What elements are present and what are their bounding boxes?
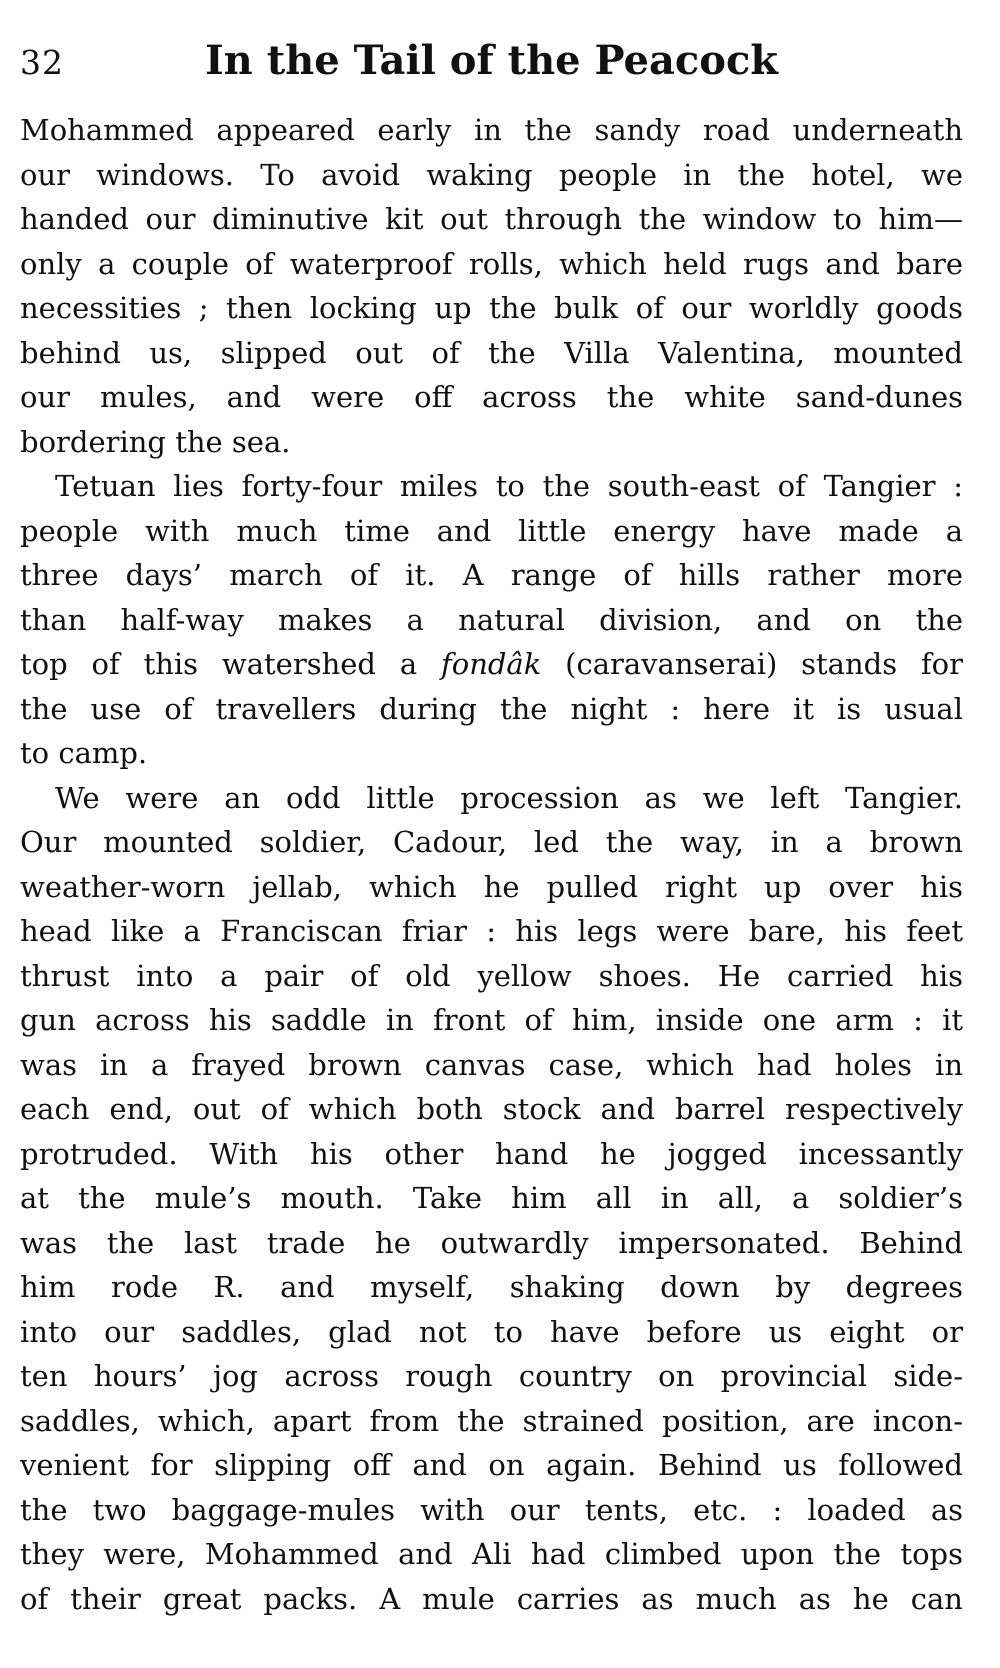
paragraph [20,464,963,776]
text-line: than half-way makes a natural division, and on the [20,602,963,637]
text-line: weather-worn jellab, which he pulled right up over his [20,869,963,904]
text-line: bordering the sea. [20,424,291,459]
text-line: handed our diminutive kit out through the window to him— [20,202,963,236]
running-title: In the Tail of the Peacock [204,37,779,84]
text-line: necessities ; then locking up the bulk of our worldly goods [20,291,963,325]
page-number: 32 [20,43,64,82]
text-line: our mules, and were off across the white sand-dunes [20,380,963,414]
paragraph [20,776,963,1622]
page-header [0,26,1000,84]
text-line: saddles, which, apart from the strained position, are incon- [20,1403,963,1438]
text-line: him rode R. and myself, shaking down by degrees [20,1270,963,1304]
text-line: Our mounted soldier, Cadour, led the way, in a brown [20,825,963,859]
text-line: Mohammed appeared early in the sandy road underneath [20,113,963,147]
text-line: Tetuan lies forty-four miles to the south-east of Tangier : [55,469,963,503]
text-line: was the last trade he outwardly impersonated. Behind [20,1225,963,1260]
text-line: our windows. To avoid waking people in the hotel, we [20,157,963,192]
text-line: We were an odd little procession as we left Tangier. [55,780,963,815]
text-line: thrust into a pair of old yellow shoes. He carried his [20,958,963,993]
page-body [20,108,963,1621]
text-line: gun across his saddle in front of him, inside one arm : it [20,1003,963,1037]
text-line: ten hours’ jog across rough country on provincial side- [20,1359,963,1393]
paragraph [20,108,963,464]
text-line: protruded. With his other hand he jogged incessantly [20,1136,963,1171]
text-line: the use of travellers during the night : here it is usual [20,691,963,726]
text-line: to camp. [20,736,148,770]
text-line: at the mule’s mouth. Take him all in all, a soldier’s [20,1181,963,1215]
text-line: only a couple of waterproof rolls, which held rugs and bare [20,246,963,281]
text-line: three days’ march of it. A range of hills rather more [20,558,963,592]
text-line: people with much time and little energy have made a [20,513,963,548]
text-line: the two baggage-mules with our tents, etc. : loaded as [20,1492,963,1527]
text-line: into our saddles, glad not to have before us eight or [20,1314,963,1349]
text-line: they were, Mohammed and Ali had climbed upon the tops [20,1537,963,1571]
text-line: venient for slipping off and on again. Behind us followed [20,1448,963,1482]
text-line: head like a Franciscan friar : his legs were bare, his feet [20,914,963,948]
text-line: of their great packs. A mule carries as much as he can [20,1581,963,1616]
text-line: top of this watershed a fondâk (caravanserai) stands for [20,647,963,681]
text-line: each end, out of which both stock and barrel respectively [20,1092,963,1126]
text-line: was in a frayed brown canvas case, which had holes in [20,1047,963,1082]
text-line: behind us, slipped out of the Villa Valentina, mounted [20,335,963,370]
